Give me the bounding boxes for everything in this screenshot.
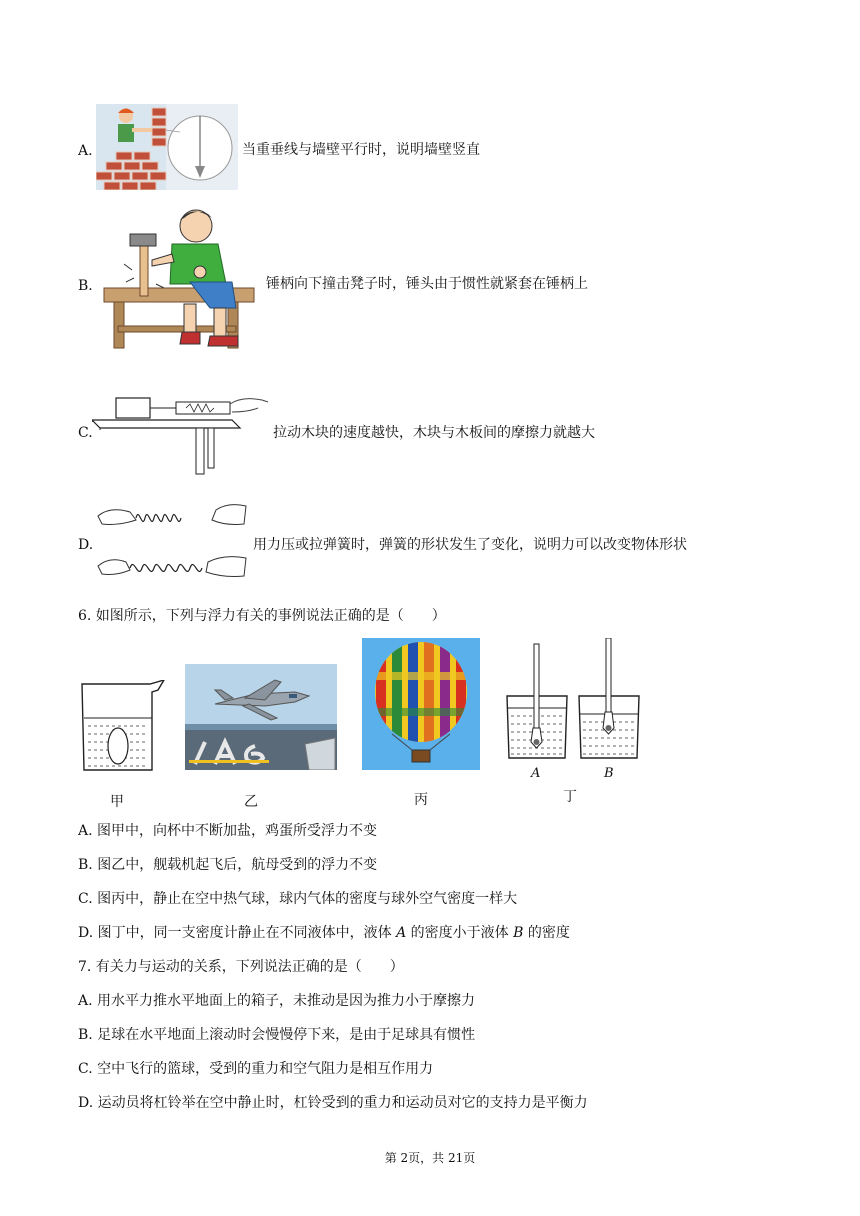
q6-option-d [78,923,570,943]
q7-option-a: A. 用水平力推水平地面上的箱子，未推动是因为推力小于摩擦力 [78,993,476,1009]
q6-option-d-liquid-b: B [513,925,524,941]
beaker-label-a: A [531,766,541,781]
option-letter-c: C. [78,425,93,441]
question-6-stem: 6. 如图所示，下列与浮力有关的事例说法正确的是（ ） [78,608,446,624]
hammer-bench-image [100,204,260,354]
beaker-label-b: B [604,766,614,781]
spring-compress-stretch-image [96,496,252,588]
q6-option-d-pre: D. 图丁中，同一支密度计静止在不同液体中，液体 [78,925,397,941]
q6-option-a: A. 图甲中，向杯中不断加盐，鸡蛋所受浮力不变 [78,823,378,839]
page-footer: 第 2页，共 21页 [384,1151,476,1165]
option-a-text: 当重垂线与墙壁平行时，说明墙壁竖直 [242,142,480,158]
hydrometer-beakers-figure [505,638,641,762]
q6-option-d-mid: 的密度小于液体 [406,925,514,941]
q6-option-c: C. 图丙中，静止在空中热气球，球内气体的密度与球外空气密度一样大 [78,891,518,907]
figure-label-yi: 乙 [244,794,258,810]
option-b-text: 锤柄向下撞击凳子时，锤头由于惯性就紧套在锤柄上 [266,276,588,292]
option-c-text: 拉动木块的速度越快，木块与木板间的摩擦力就越大 [273,425,595,441]
q6-option-b: B. 图乙中，舰载机起飞后，航母受到的浮力不变 [78,857,378,873]
q6-option-d-liquid-a: A [396,925,407,941]
option-letter-a: A. [78,143,93,159]
beaker-egg-figure [78,680,168,774]
option-letter-d: D. [78,537,94,553]
q7-option-d: D. 运动员将杠铃举在空中静止时，杠铃受到的重力和运动员对它的支持力是平衡力 [78,1095,588,1111]
block-friction-table-image [92,390,270,480]
hot-air-balloon-photo [362,638,480,770]
option-d-text: 用力压或拉弹簧时，弹簧的形状发生了变化，说明力可以改变物体形状 [253,537,687,553]
q6-option-d-post: 的密度 [523,925,570,941]
figure-label-bing: 丙 [414,792,428,808]
question-7-stem: 7. 有关力与运动的关系，下列说法正确的是（ ） [78,959,404,975]
q7-option-c: C. 空中飞行的篮球，受到的重力和空气阻力是相互作用力 [78,1061,434,1077]
figure-label-ding: 丁 [563,789,577,805]
carrier-jet-photo [185,664,337,770]
q7-option-b: B. 足球在水平地面上滚动时会慢慢停下来，是由于足球具有惯性 [78,1027,476,1043]
figure-label-jia: 甲 [110,794,124,810]
option-letter-b: B. [78,278,93,294]
plumb-line-wall-image [96,104,238,190]
